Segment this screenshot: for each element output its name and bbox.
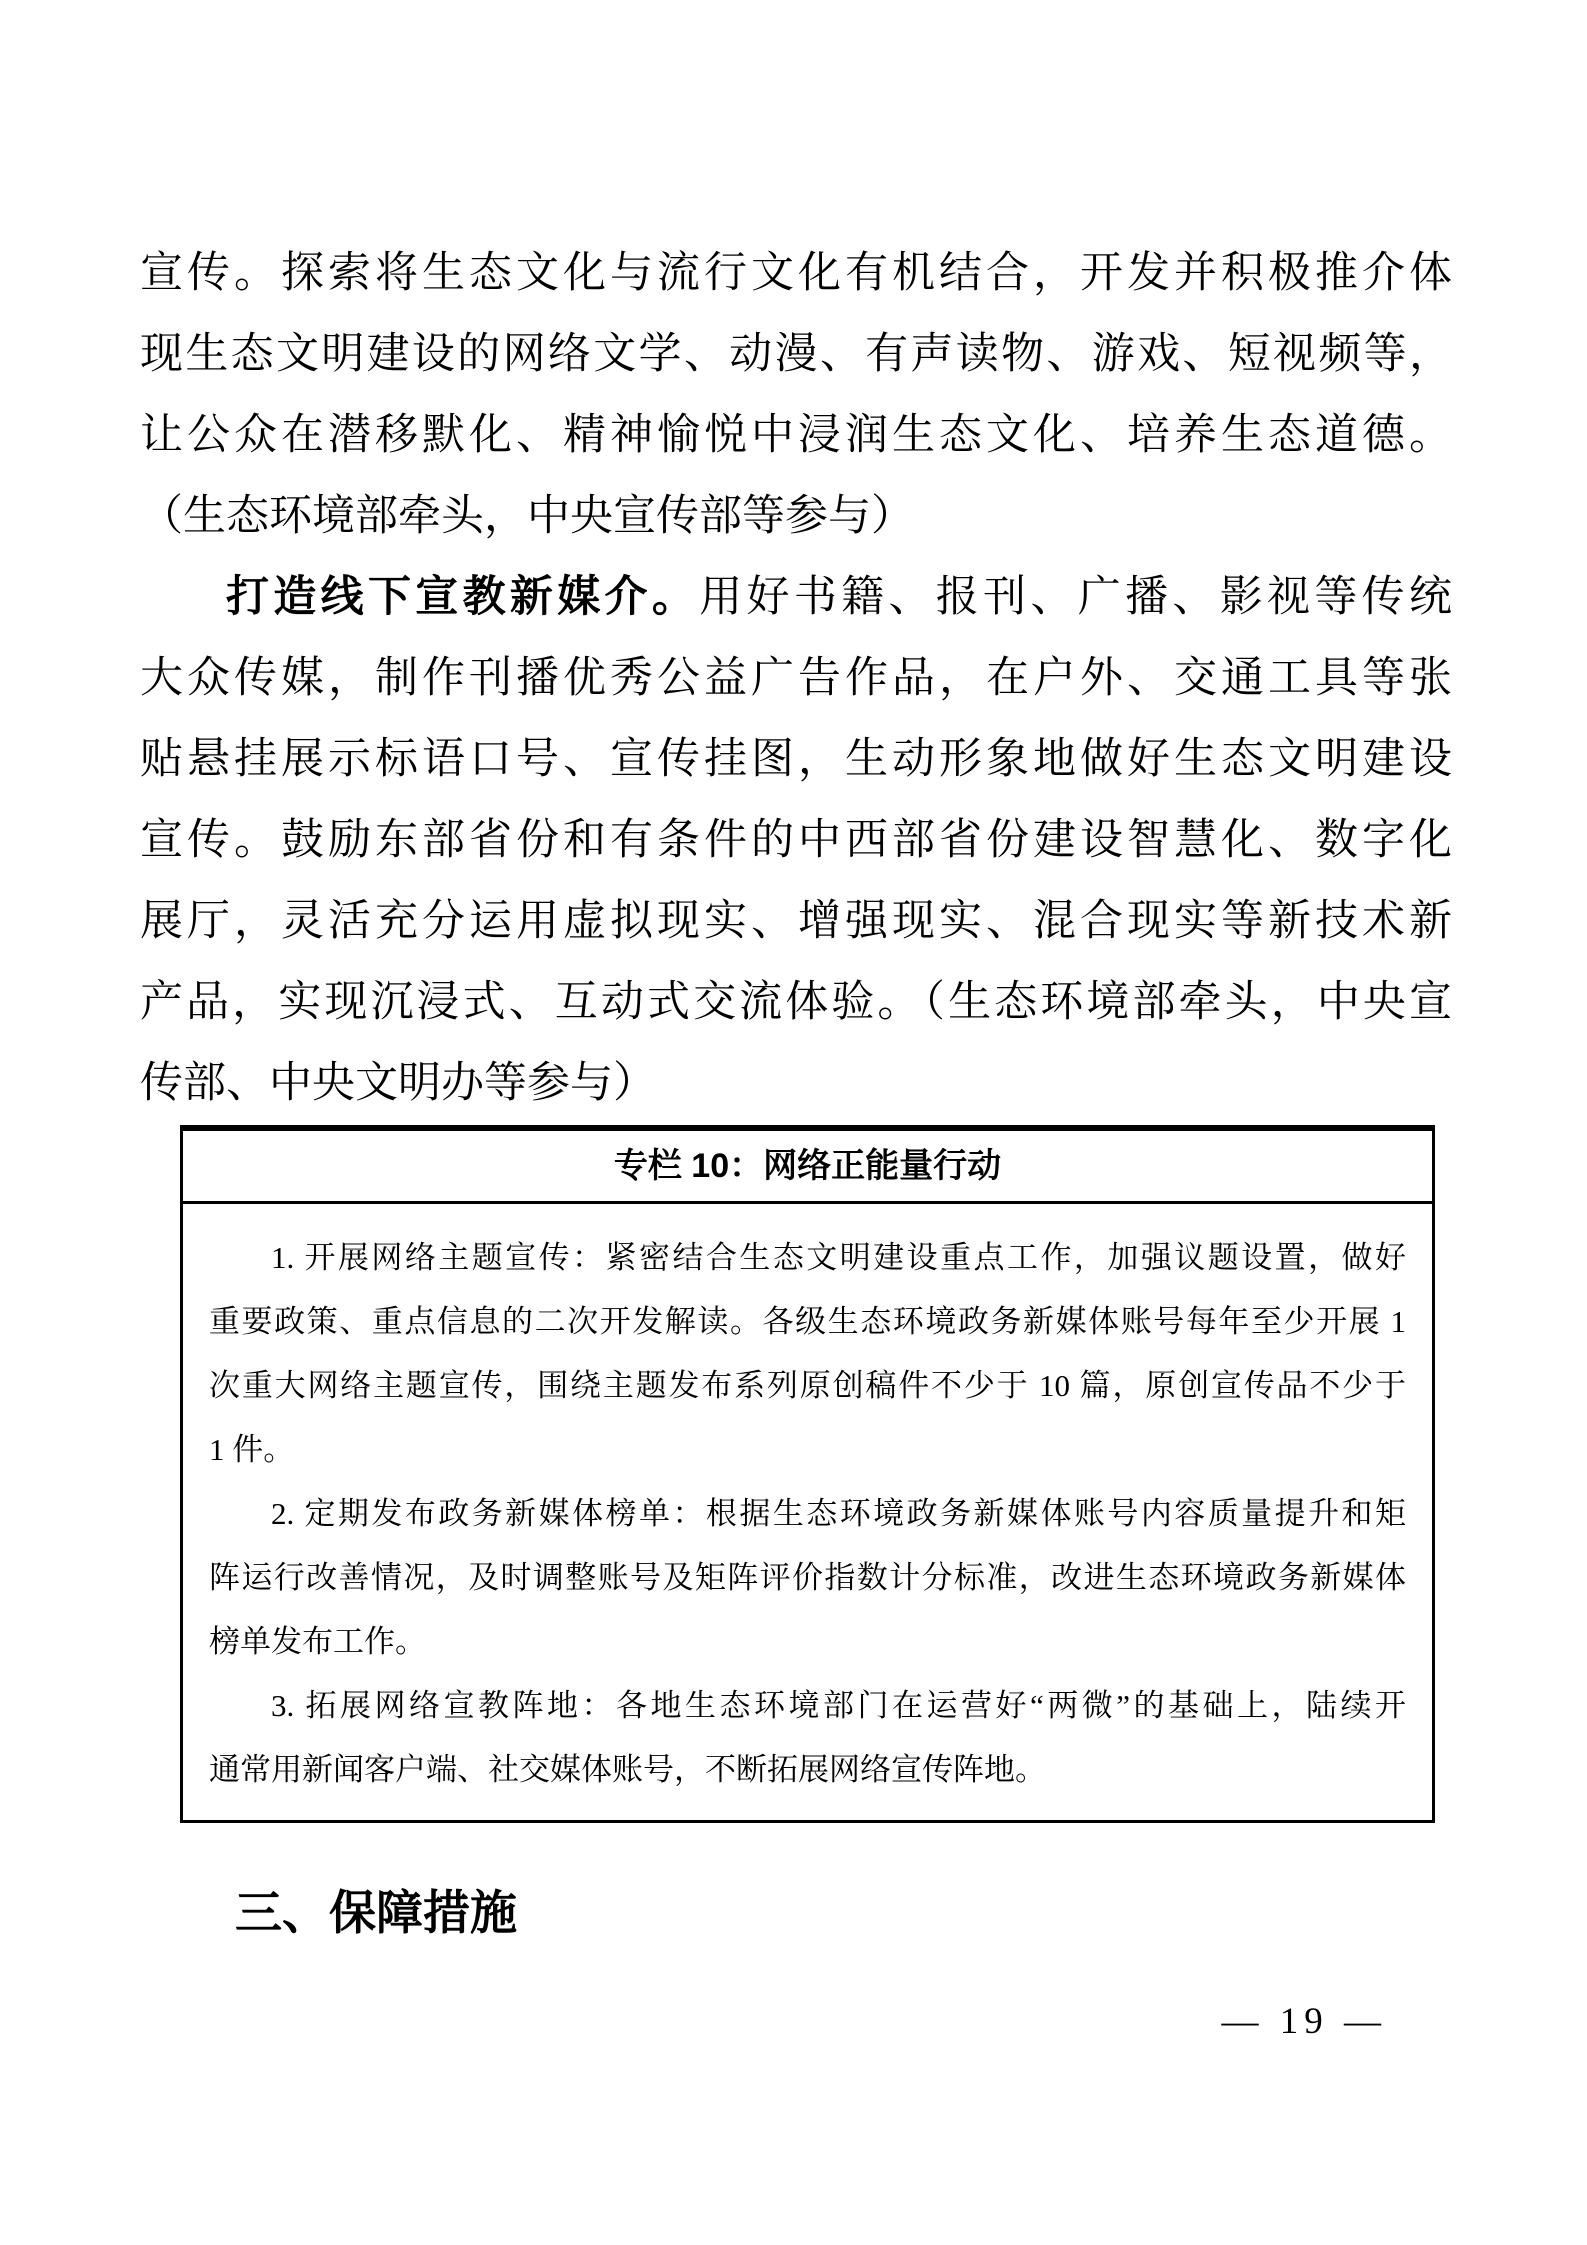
panel-body xyxy=(183,1204,1432,1820)
panel-column-10 xyxy=(180,1125,1435,1823)
panel-line: 重要政策、重点信息的二次开发解读。各级生态环境政务新媒体账号每年至少开展 1 xyxy=(209,1304,1406,1339)
panel-line: 1 件。 xyxy=(209,1432,295,1467)
panel-line: 1. 开展网络主题宣传：紧密结合生态文明建设重点工作，加强议题设置，做好 xyxy=(271,1240,1406,1275)
panel-line: 次重大网络主题宣传，围绕主题发布系列原创稿件不少于 10 篇，原创宣传品不少于 xyxy=(209,1368,1406,1403)
body-line xyxy=(140,557,1452,638)
body-line: 大众传媒，制作刊播优秀公益广告作品，在户外、交通工具等张 xyxy=(140,655,1452,702)
panel-line: 通常用新闻客户端、社交媒体账号，不断拓展网络宣传阵地。 xyxy=(209,1752,1046,1787)
section-heading: 三、保障措施 xyxy=(235,1886,517,1939)
panel-line: 3. 拓展网络宣教阵地：各地生态环境部门在运营好“两微”的基础上，陆续开 xyxy=(271,1688,1406,1723)
page-number: — 19 — xyxy=(1221,2001,1387,2042)
body-line: 贴悬挂展示标语口号、宣传挂图，生动形象地做好生态文明建设 xyxy=(140,736,1452,783)
body-line: 宣传。鼓励东部省份和有条件的中西部省份建设智慧化、数字化 xyxy=(140,817,1452,864)
panel-line: 阵运行改善情况，及时调整账号及矩阵评价指数计分标准，改进生态环境政务新媒体 xyxy=(209,1560,1406,1595)
body-line: 让公众在潜移默化、精神愉悦中浸润生态文化、培养生态道德。 xyxy=(140,412,1452,459)
body-line: 宣传。探索将生态文化与流行文化有机结合，开发并积极推介体 xyxy=(140,250,1452,297)
body-line: 传部、中央文明办等参与） xyxy=(140,1060,656,1107)
paragraph-lead: 打造线下宣教新媒介。 xyxy=(226,574,700,621)
panel-line: 2. 定期发布政务新媒体榜单：根据生态环境政务新媒体账号内容质量提升和矩 xyxy=(271,1496,1406,1531)
body-line: 展厅，灵活充分运用虚拟现实、增强现实、混合现实等新技术新 xyxy=(140,898,1452,945)
paragraph-lead-rest: 用好书籍、报刊、广播、影视等传统 xyxy=(699,574,1453,621)
body-text xyxy=(140,233,1452,1124)
body-line: 现生态文明建设的网络文学、动漫、有声读物、游戏、短视频等， xyxy=(140,331,1452,378)
panel-line: 榜单发布工作。 xyxy=(209,1624,426,1659)
body-line: （生态环境部牵头，中央宣传部等参与） xyxy=(140,493,914,540)
panel-title: 专栏 10：网络正能量行动 xyxy=(183,1131,1432,1204)
body-line: 产品，实现沉浸式、互动式交流体验。（生态环境部牵头，中央宣 xyxy=(140,979,1452,1026)
